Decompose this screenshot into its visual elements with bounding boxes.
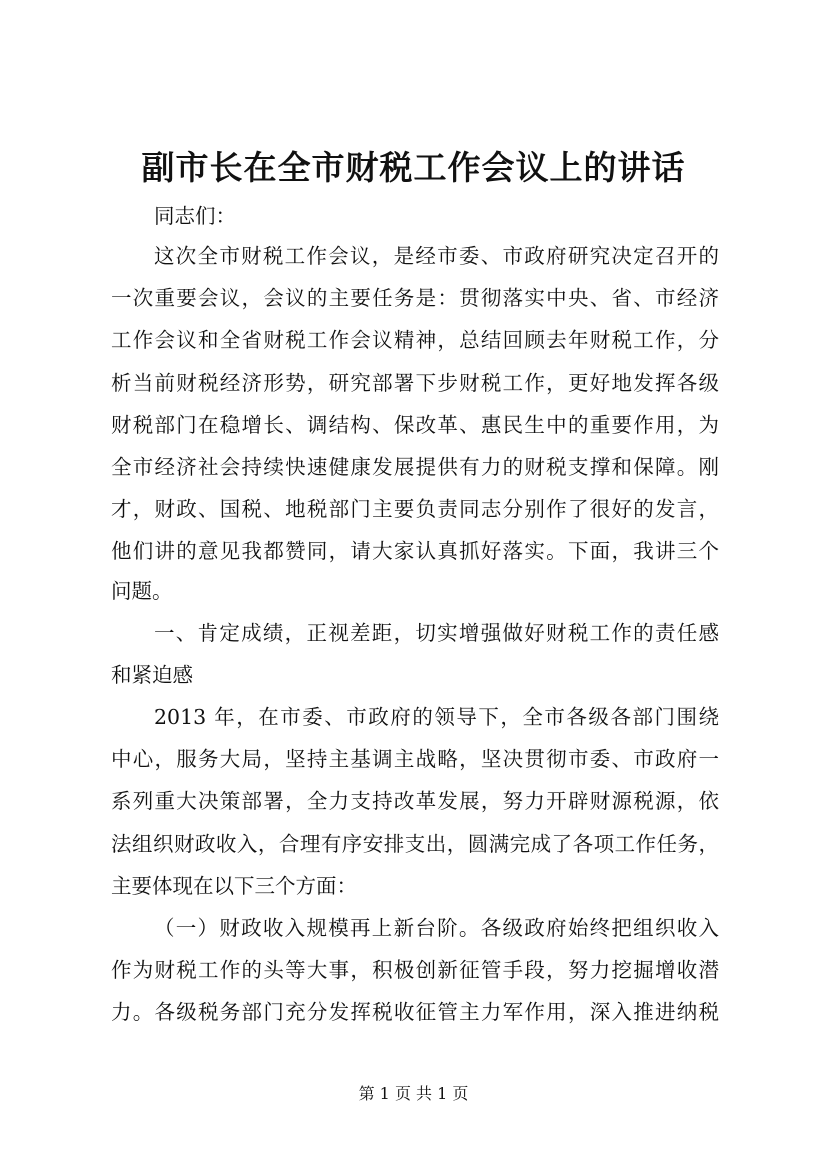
body-line: 作为财税工作的头等大事，积极创新征管手段，努力挖掘增收潜 (111, 958, 719, 982)
section-heading-line: 和紧迫感 (111, 663, 193, 687)
body-line: 问题。 (111, 579, 173, 603)
body-line: （一）财政收入规模再上新台阶。各级政府始终把组织收入 (154, 916, 719, 940)
body-line: 析当前财税经济形势，研究部署下步财税工作，更好地发挥各级 (111, 371, 719, 395)
body-line: 2013 年，在市委、市政府的领导下，全市各级各部门围绕 (154, 705, 719, 729)
body-line: 系列重大决策部署，全力支持改革发展，努力开辟财源税源，依 (111, 789, 719, 813)
body-line: 中心，服务大局，坚持主基调主战略，坚决贯彻市委、市政府一 (111, 747, 719, 771)
body-line: 这次全市财税工作会议，是经市委、市政府研究决定召开的 (154, 244, 719, 268)
page-number-footer: 第 1 页 共 1 页 (358, 1084, 469, 1103)
body-line: 才，财政、国税、地税部门主要负责同志分别作了很好的发言， (111, 497, 719, 521)
body-line: 全市经济社会持续快速健康发展提供有力的财税支撑和保障。刚 (111, 455, 719, 479)
body-line: 主要体现在以下三个方面： (111, 874, 357, 898)
body-line: 力。各级税务部门充分发挥税收征管主力军作用，深入推进纳税 (111, 1000, 719, 1024)
salutation-line: 同志们： (154, 204, 236, 228)
body-line: 工作会议和全省财税工作会议精神，总结回顾去年财税工作，分 (111, 328, 719, 352)
section-heading-line: 一、肯定成绩，正视差距，切实增强做好财税工作的责任感 (154, 621, 719, 645)
body-line: 他们讲的意见我都赞同，请大家认真抓好落实。下面，我讲三个 (111, 539, 719, 563)
body-line: 一次重要会议，会议的主要任务是：贯彻落实中央、省、市经济 (111, 286, 719, 310)
body-line: 法组织财政收入，合理有序安排支出，圆满完成了各项工作任务， (111, 832, 719, 856)
body-line: 财税部门在稳增长、调结构、保改革、惠民生中的重要作用，为 (111, 413, 719, 437)
document-title: 副市长在全市财税工作会议上的讲话 (141, 148, 686, 187)
